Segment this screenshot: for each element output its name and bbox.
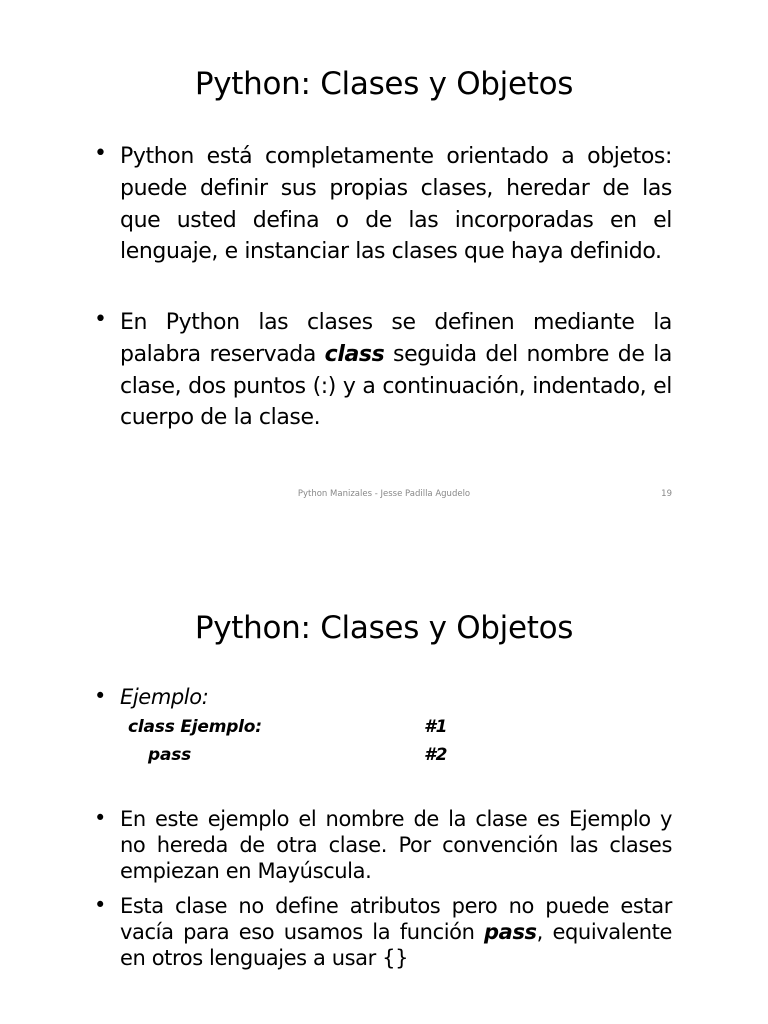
- bullet-item: [94, 684, 672, 710]
- slide-footer: [0, 489, 768, 503]
- code-line-2: pass: [148, 745, 192, 765]
- bullet-dot: •: [94, 684, 107, 708]
- bullet-item: [94, 806, 672, 884]
- bullet-item: [94, 141, 672, 268]
- bullet-text: En este ejemplo el nombre de la clase es Ejemplo y no hereda de otra clase. Por convención las clases empiezan en Mayúscula.: [120, 807, 672, 883]
- keyword-pass: pass: [484, 920, 537, 944]
- keyword-class: class: [324, 341, 385, 367]
- bullet-dot: •: [94, 893, 107, 917]
- slide-title: Python: Clases y Objetos: [194, 610, 574, 646]
- bullet-text: [120, 307, 672, 434]
- bullet-item: [94, 307, 672, 434]
- bullet-text-part: seguida del nombre de la clase, dos puntos (:) y a continuación, indentado, el cuerpo de la clase.: [120, 341, 672, 431]
- bullet-text-part: En Python las clases se definen mediante la palabra reservada: [120, 310, 672, 367]
- bullet-text-part: , equivalente en otros lenguajes a usar {}: [120, 920, 672, 970]
- code-comment-2: #2: [424, 745, 448, 765]
- bullet-text: Ejemplo:: [120, 685, 209, 709]
- bullet-item: [94, 893, 672, 971]
- bullet-dot: •: [94, 307, 107, 332]
- code-comment-1: #1: [424, 717, 448, 737]
- code-line-1: class Ejemplo:: [128, 717, 262, 737]
- footer-text: Python Manizales - Jesse Padilla Agudelo: [297, 489, 471, 499]
- bullet-text: [120, 893, 672, 971]
- slide-20: [0, 512, 768, 1024]
- bullet-text: Python está completamente orientado a objetos: puede definir sus propias clases, heredar de las que usted defina o de las incorporadas en el lenguaje, e instanciar las clases que haya definido.: [120, 144, 672, 265]
- bullet-text-part: Esta clase no define atributos pero no puede estar vacía para eso usamos la función: [120, 894, 672, 944]
- slide-title: Python: Clases y Objetos: [194, 66, 574, 102]
- bullet-dot: •: [94, 806, 107, 830]
- page-number: 19: [661, 489, 672, 499]
- bullet-dot: •: [94, 141, 107, 166]
